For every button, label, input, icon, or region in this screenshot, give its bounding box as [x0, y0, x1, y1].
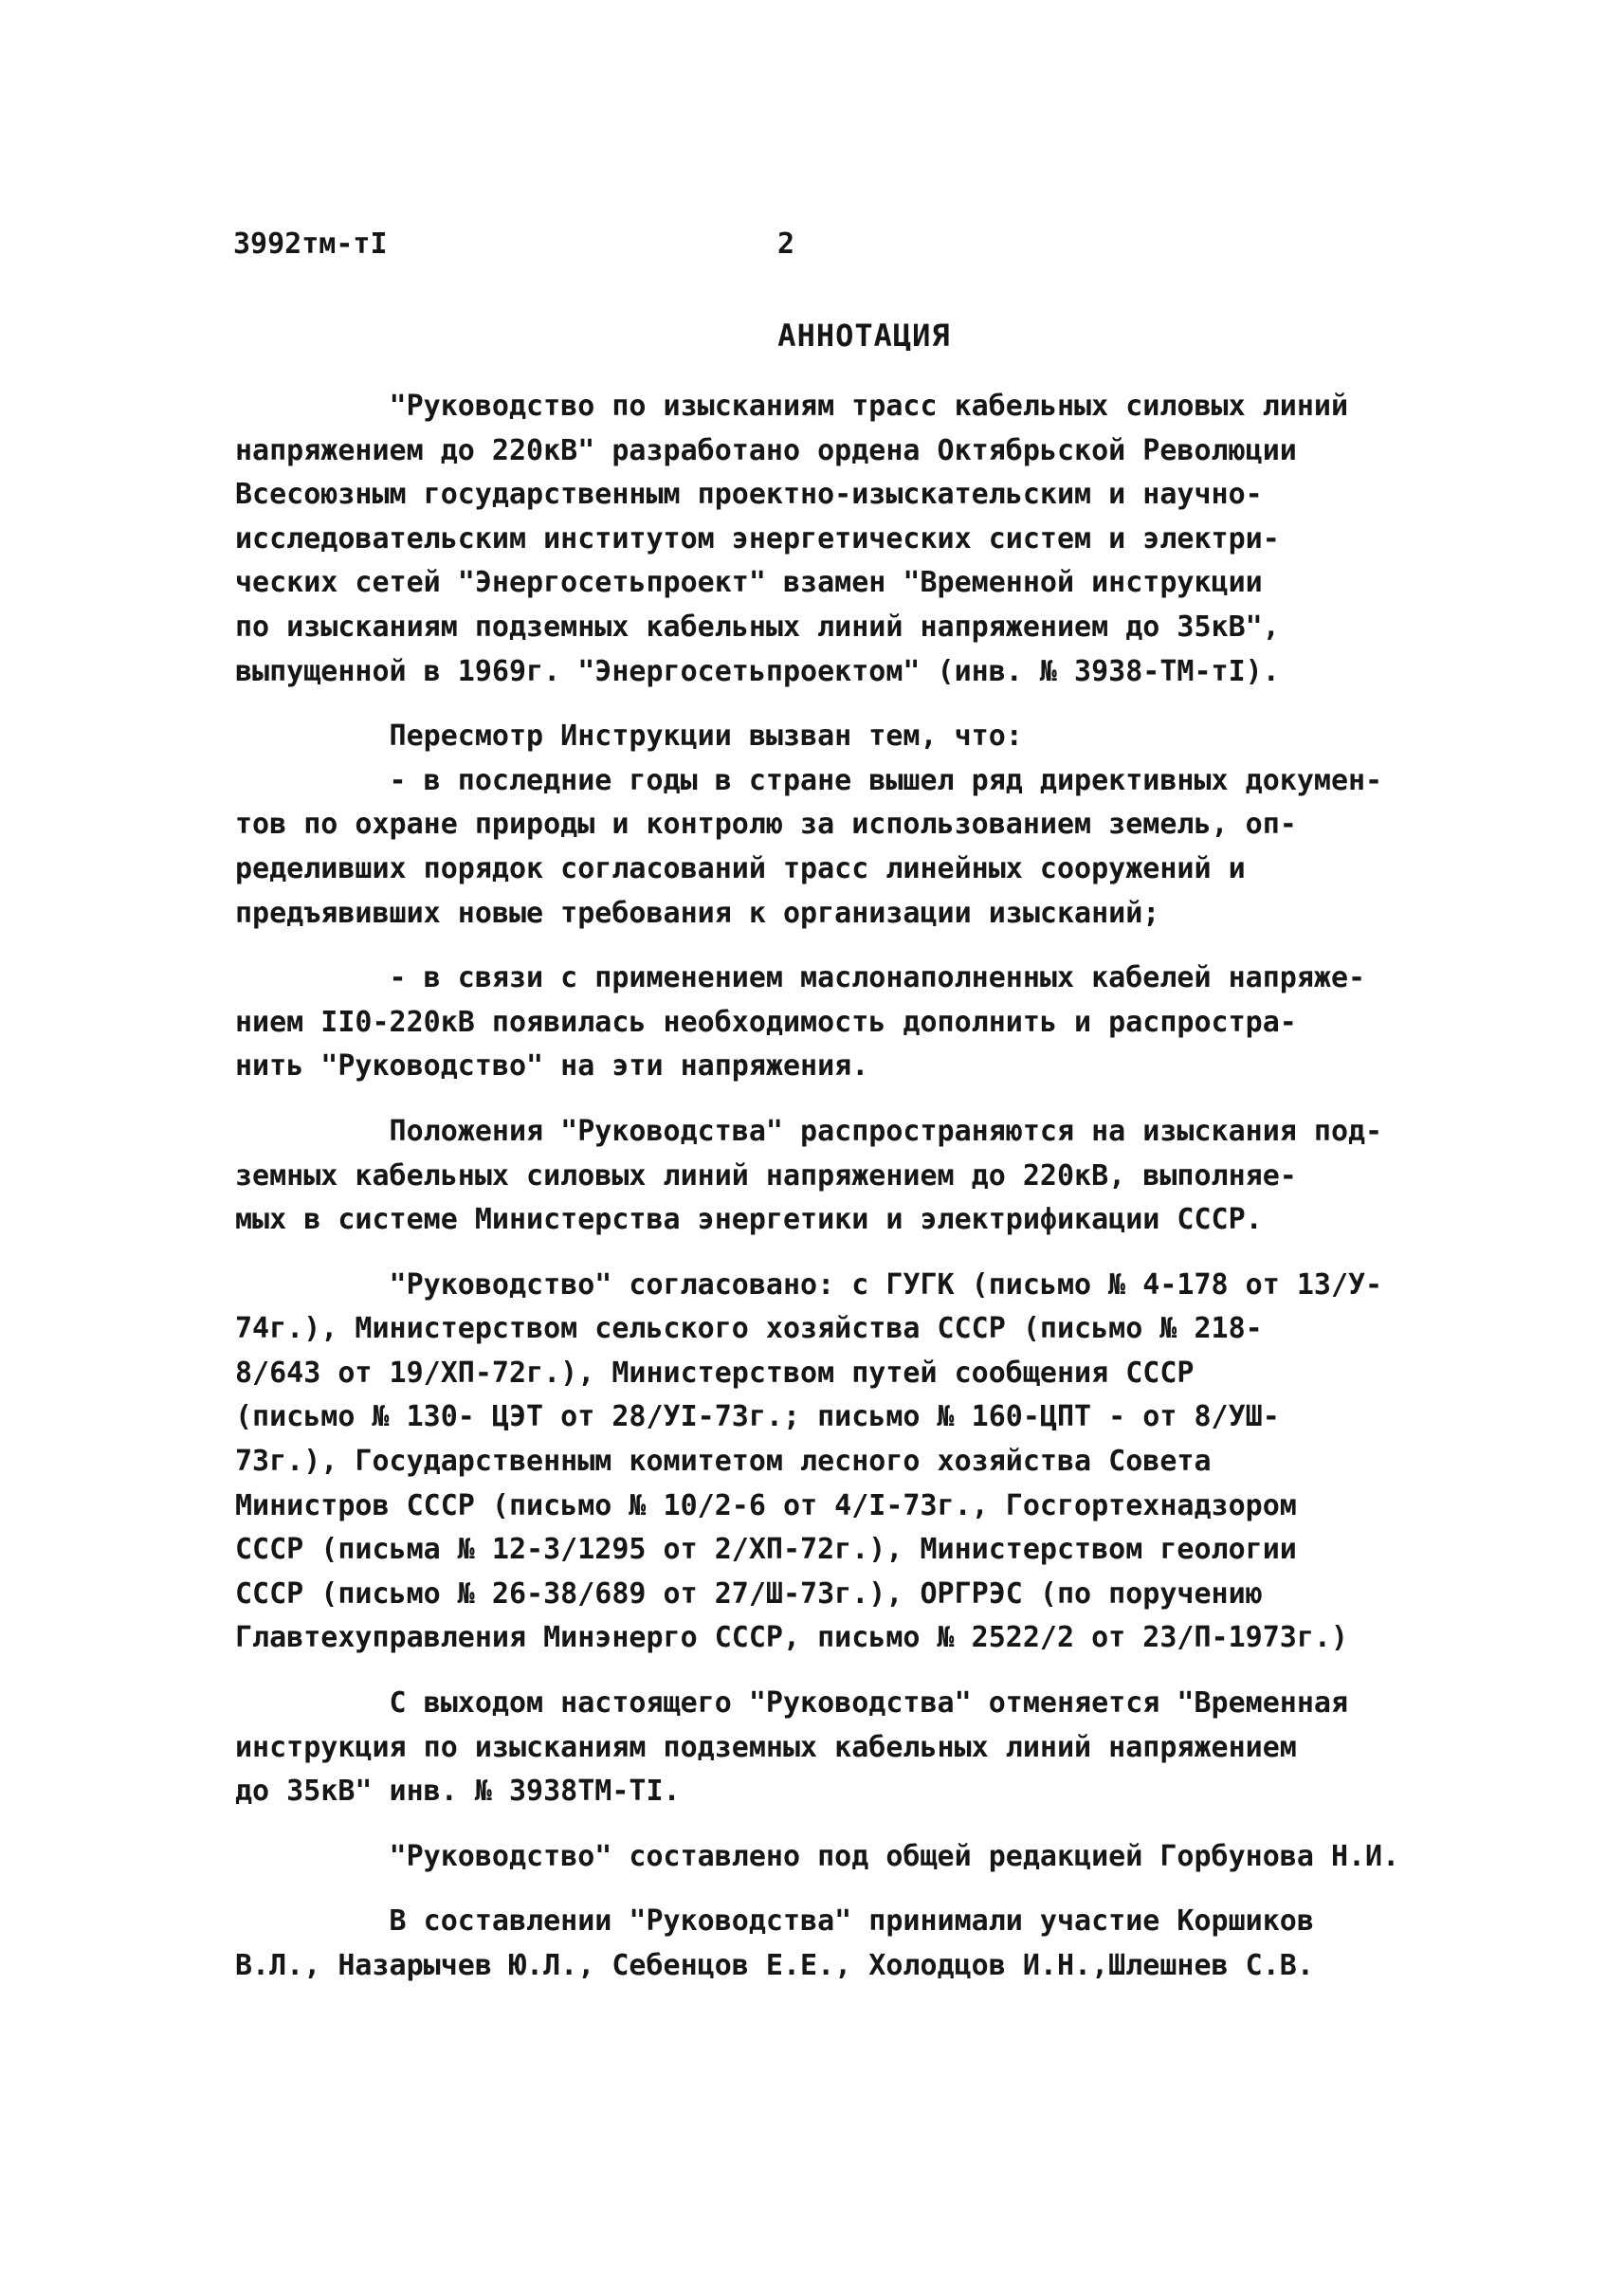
paragraph	[235, 1835, 1411, 1880]
text-line: Всесоюзным государственным проектно-изыскательским и научно-	[235, 478, 1263, 512]
text-line: мых в системе Министерства энергетики и электрификации СССР.	[235, 1203, 1263, 1237]
text-line: 73г.), Государственным комитетом лесного хозяйства Совета	[235, 1445, 1212, 1479]
text-line: Пересмотр Инструкции вызван тем, что:	[235, 719, 1023, 754]
paragraph-gap	[235, 1089, 1411, 1110]
text-line: В составлении "Руководства" принимали участие Коршиков	[235, 1904, 1314, 1939]
text-line: "Руководство по изысканиям трасс кабельных силовых линий	[235, 390, 1348, 423]
annotation-body	[235, 385, 1411, 1989]
text-line: по изысканиям подземных кабельных линий напряжением до 35кВ",	[235, 610, 1280, 644]
paragraph	[235, 1264, 1411, 1661]
text-line: 74г.), Министерством сельского хозяйства СССР (письмо № 218-	[235, 1312, 1263, 1346]
text-line: нием II0-220кВ появилась необходимость дополнить и распростра-	[235, 1005, 1297, 1039]
text-line: ределивших порядок согласований трасс линейных сооружений и	[235, 851, 1246, 885]
text-line: предъявивших новые требования к организации изысканий;	[235, 896, 1160, 930]
annotation-title: АННОТАЦИЯ	[777, 318, 951, 354]
text-line: "Руководство" составлено под общей редакцией Горбунова Н.И.	[235, 1839, 1400, 1873]
text-line: напряжением до 220кВ" разработано ордена Октябрьской Революции	[235, 433, 1297, 467]
paragraph-gap	[235, 1243, 1411, 1264]
text-line: В.Л., Назарычев Ю.Л., Себенцов Е.Е., Холодцов И.Н.,Шлешнев С.В.	[235, 1949, 1314, 1982]
text-line: Главтехуправления Минэнерго СССР, письмо № 2522/2 от 23/П-1973г.)	[235, 1621, 1348, 1655]
text-line: - в связи с применением маслонаполненных кабелей напряже-	[235, 961, 1366, 995]
paragraph-gap	[235, 1879, 1411, 1900]
paragraph	[235, 385, 1411, 694]
text-line: ческих сетей "Энергосетьпроект" взамен "Временной инструкции	[235, 566, 1263, 600]
text-line: - в последние годы в стране вышел ряд директивных докумен-	[235, 763, 1383, 797]
paragraph	[235, 1900, 1411, 1988]
paragraph-gap	[235, 1814, 1411, 1835]
text-line: до 35кВ" инв. № 3938ТМ-ТI.	[235, 1775, 681, 1809]
text-line: земных кабельных силовых линий напряжением до 220кВ, выполняе-	[235, 1158, 1297, 1193]
paragraph	[235, 956, 1411, 1089]
paragraph	[235, 1110, 1411, 1243]
text-line: инструкция по изысканиям подземных кабельных линий напряжением	[235, 1730, 1297, 1764]
paragraph-gap	[235, 694, 1411, 715]
text-line: исследовательским институтом энергетических систем и электри-	[235, 521, 1280, 556]
text-line: Положения "Руководства" распространяются на изыскания под-	[235, 1114, 1383, 1148]
text-line: 8/643 от 19/ХП-72г.), Министерством путей сообщения СССР	[235, 1356, 1195, 1390]
document-code: 3992тм-тI	[233, 228, 388, 261]
text-line: СССР (письма № 12-3/1295 от 2/ХП-72г.), Министерством геологии	[235, 1533, 1297, 1567]
paragraph-gap	[235, 1661, 1411, 1682]
text-line: (письмо № 130- ЦЭТ от 28/УI-73г.; письмо № 160-ЦПТ - от 8/УШ-	[235, 1400, 1280, 1434]
text-line: С выходом настоящего "Руководства" отменяется "Временная	[235, 1686, 1348, 1721]
text-line: Министров СССР (письмо № 10/2-6 от 4/I-73г., Госгортехнадзором	[235, 1488, 1297, 1522]
text-line: выпущенной в 1969г. "Энергосетьпроектом" (инв. № 3938-ТМ-тI).	[235, 654, 1280, 688]
text-line: нить "Руководство" на эти напряжения.	[235, 1049, 869, 1084]
paragraph-gap	[235, 936, 1411, 956]
text-line: "Руководство" согласовано: с ГУГК (письмо № 4-178 от 13/У-	[235, 1267, 1383, 1302]
paragraph	[235, 715, 1411, 936]
paragraph	[235, 1682, 1411, 1814]
text-line: СССР (письмо № 26-38/689 от 27/Ш-73г.), ОРГРЭС (по поручению	[235, 1576, 1263, 1611]
page-number: 2	[777, 228, 795, 261]
text-line: тов по охране природы и контролю за использованием земель, оп-	[235, 808, 1297, 842]
